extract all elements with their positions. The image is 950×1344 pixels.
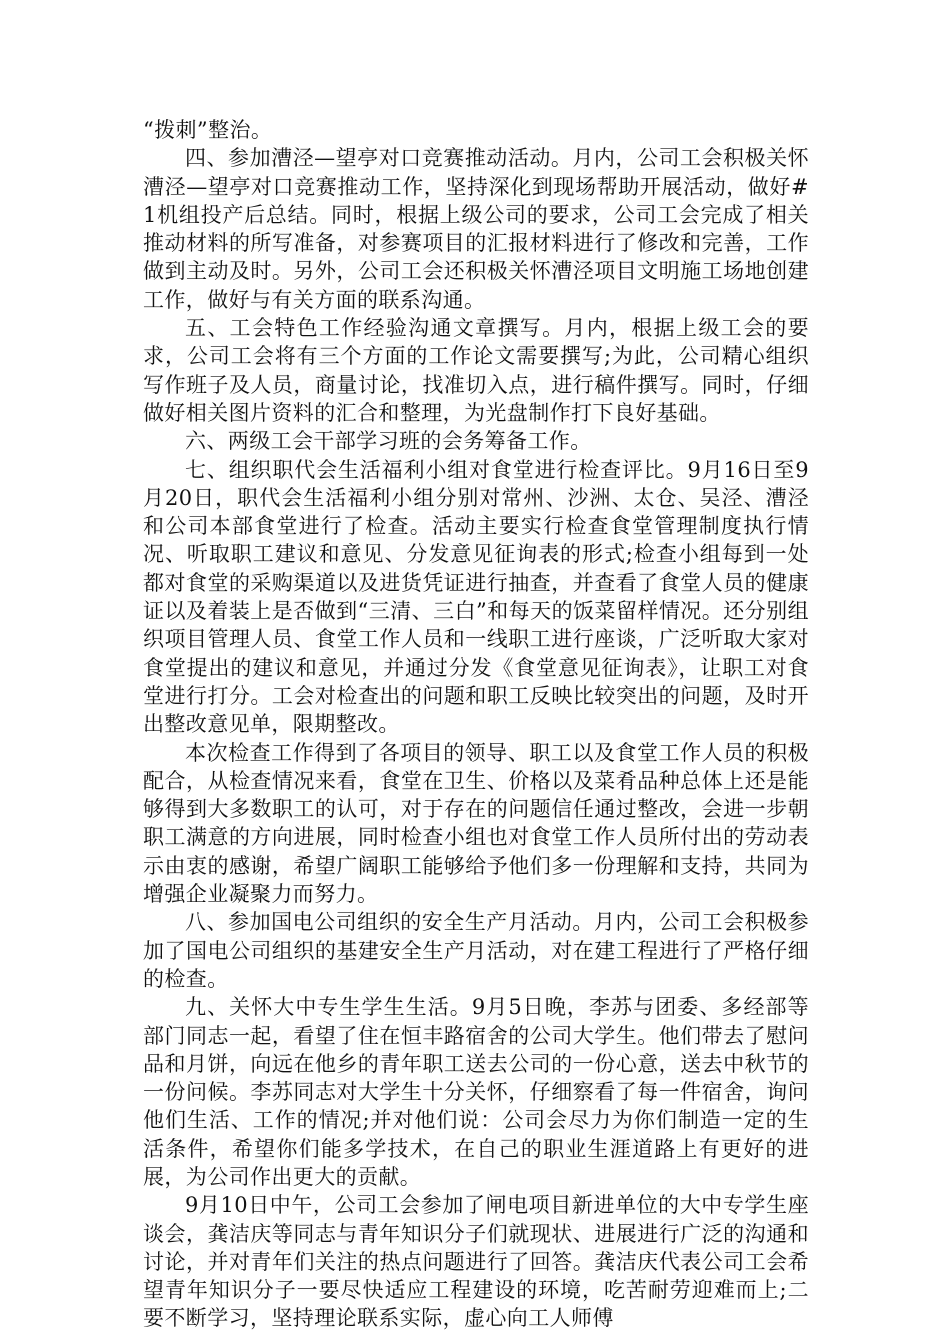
paragraph-symposium: 9月10日中午，公司工会参加了闸电项目新进单位的大中专学生座谈会，龚洁庆等同志与青年知识分子们就现状、进展进行广泛的沟通和讨论，并对青年们关注的热点问题进行了回答。龚洁庆代表公司工会希望青年知识分子一要尽快适应工程建设的环境，吃苦耐劳迎难而上;二要不断学习，坚持理论联系实际，虚心向工人师傅 [143,1193,809,1331]
paragraph-section-9: 九、关怀大中专生学生生活。9月5日晚，李苏与团委、多经部等部门同志一起，看望了住在恒丰路宿舍的公司大学生。他们带去了慰问品和月饼，向远在他乡的青年职工送去公司的一份心意，送去中秋节的一份问候。李苏同志对大学生十分关怀，仔细察看了每一件宿舍，询问他们生活、工作的情况;并对他们说：公司会尽力为你们制造一定的生活条件，希望你们能多学技术，在自己的职业生涯道路上有更好的进展，为公司作出更大的贡献。 [143,995,809,1189]
paragraph-section-6: 六、两级工会干部学习班的会务筹备工作。 [185,429,592,454]
paragraph-continuation: “拨刺”整治。 [143,118,273,142]
paragraph-section-8: 八、参加国电公司组织的安全生产月活动。月内，公司工会积极参加了国电公司组织的基建安全生产月活动，对在建工程进行了严格仔细的检查。 [143,910,809,991]
paragraph-inspection-summary: 本次检查工作得到了各项目的领导、职工以及食堂工作人员的积极配合，从检查情况来看，食堂在卫生、价格以及菜肴品种总体上还是能够得到大多数职工的认可，对于存在的问题信任通过整改，会进一步朝职工满意的方向进展，同时检查小组也对食堂工作人员所付出的劳动表示由衷的感谢，希望广阔职工能够给予他们多一份理解和支持，共同为增强企业凝聚力而努力。 [143,740,809,907]
document-page [143,116,809,1333]
paragraph-section-5: 五、工会特色工作经验沟通文章撰写。月内，根据上级工会的要求，公司工会将有三个方面的工作论文需要撰写;为此，公司精心组织写作班子及人员，商量讨论，找准切入点，进行稿件撰写。同时，仔细做好相关图片资料的汇合和整理，为光盘制作打下良好基础。 [143,316,809,425]
paragraph-section-7: 七、组织职代会生活福利小组对食堂进行检查评比。9月16日至9月20日，职代会生活福利小组分别对常州、沙洲、太仓、吴泾、漕泾和公司本部食堂进行了检查。活动主要实行检查食堂管理制度执行情况、听取职工建议和意见、分发意见征询表的形式;检查小组每到一处都对食堂的采购渠道以及进货凭证进行抽查，并查看了食堂人员的健康证以及着装上是否做到“三清、三白”和每天的饭菜留样情况。还分别组织项目管理人员、食堂工作人员和一线职工进行座谈，广泛听取大家对食堂提出的建议和意见，并通过分发《食堂意见征询表》，让职工对食堂进行打分。工会对检查出的问题和职工反映比较突出的问题，及时开出整改意见单，限期整改。 [143,457,809,737]
paragraph-section-4: 四、参加漕泾—望亭对口竞赛推动活动。月内，公司工会积极关怀漕泾—望亭对口竞赛推动工作，坚持深化到现场帮助开展活动，做好#1机组投产后总结。同时，根据上级公司的要求，公司工会完成了相关推动材料的所写准备，对参赛项目的汇报材料进行了修改和完善，工作做到主动及时。另外，公司工会还积极关怀漕泾项目文明施工场地创建工作，做好与有关方面的联系沟通。 [143,146,809,312]
